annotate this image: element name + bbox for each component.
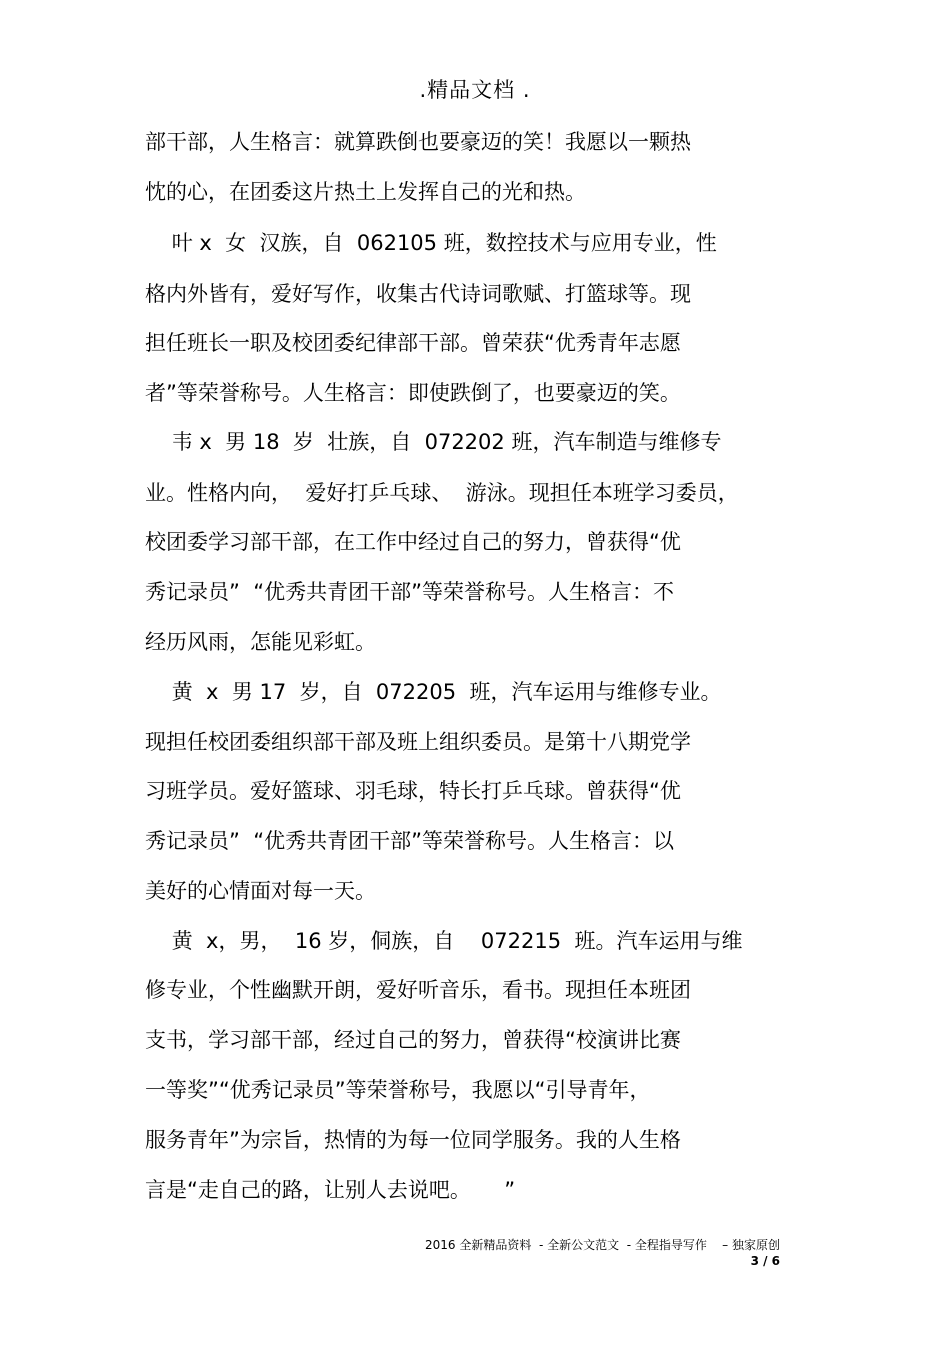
text-line: 业。性格内向， 爱好打乒乓球、 游泳。现担任本班学习委员， bbox=[145, 481, 739, 505]
text-line: 部干部，人生格言：就算跌倒也要豪迈的笑！我愿以一颗热 bbox=[145, 130, 691, 154]
text-line: 秀记录员” “优秀共青团干部”等荣誉称号。人生格言：以 bbox=[145, 829, 674, 853]
text-line: 支书，学习部干部，经过自己的努力，曾获得“校演讲比赛 bbox=[145, 1028, 681, 1052]
page-footer: 2016 全新精品资料 - 全新公文范文 - 全程指导写作 – 独家原创 bbox=[425, 1238, 780, 1252]
text-line: 黄 x，男， 16 岁，侗族，自 072215 班。汽车运用与维 bbox=[145, 929, 743, 953]
text-line: 一等奖”“优秀记录员”等荣誉称号，我愿以“引导青年， bbox=[145, 1078, 651, 1102]
text-line: 服务青年”为宗旨，热情的为每一位同学服务。我的人生格 bbox=[145, 1128, 681, 1152]
text-line: 担任班长一职及校团委纪律部干部。曾荣获“优秀青年志愿 bbox=[145, 331, 681, 355]
text-line: 格内外皆有，爱好写作，收集古代诗词歌赋、打篮球等。现 bbox=[145, 282, 691, 306]
text-line: 秀记录员” “优秀共青团干部”等荣誉称号。人生格言：不 bbox=[145, 580, 674, 604]
text-line: 韦 x 男 18 岁 壮族，自 072202 班，汽车制造与维修专 bbox=[145, 430, 722, 454]
text-line: 经历风雨，怎能见彩虹。 bbox=[145, 630, 376, 654]
text-line: 言是“走自己的路，让别人去说吧。 ” bbox=[145, 1178, 516, 1202]
text-line: 者”等荣誉称号。人生格言：即使跌倒了，也要豪迈的笑。 bbox=[145, 381, 681, 405]
text-line: 黄 x 男 17 岁，自 072205 班，汽车运用与维修专业。 bbox=[145, 680, 722, 704]
text-line: 忱的心，在团委这片热土上发挥自己的光和热。 bbox=[145, 180, 586, 204]
text-line: 校团委学习部干部，在工作中经过自己的努力，曾获得“优 bbox=[145, 530, 681, 554]
page-header: .精品文档 . bbox=[419, 78, 531, 102]
page-number: 3 / 6 bbox=[750, 1254, 780, 1268]
text-line: 习班学员。爱好篮球、羽毛球，特长打乒乓球。曾获得“优 bbox=[145, 779, 681, 803]
text-line: 美好的心情面对每一天。 bbox=[145, 879, 376, 903]
text-line: 现担任校团委组织部干部及班上组织委员。是第十八期党学 bbox=[145, 730, 691, 754]
text-line: 叶 x 女 汉族，自 062105 班，数控技术与应用专业，性 bbox=[145, 231, 717, 255]
text-line: 修专业，个性幽默开朗，爱好听音乐，看书。现担任本班团 bbox=[145, 978, 691, 1002]
